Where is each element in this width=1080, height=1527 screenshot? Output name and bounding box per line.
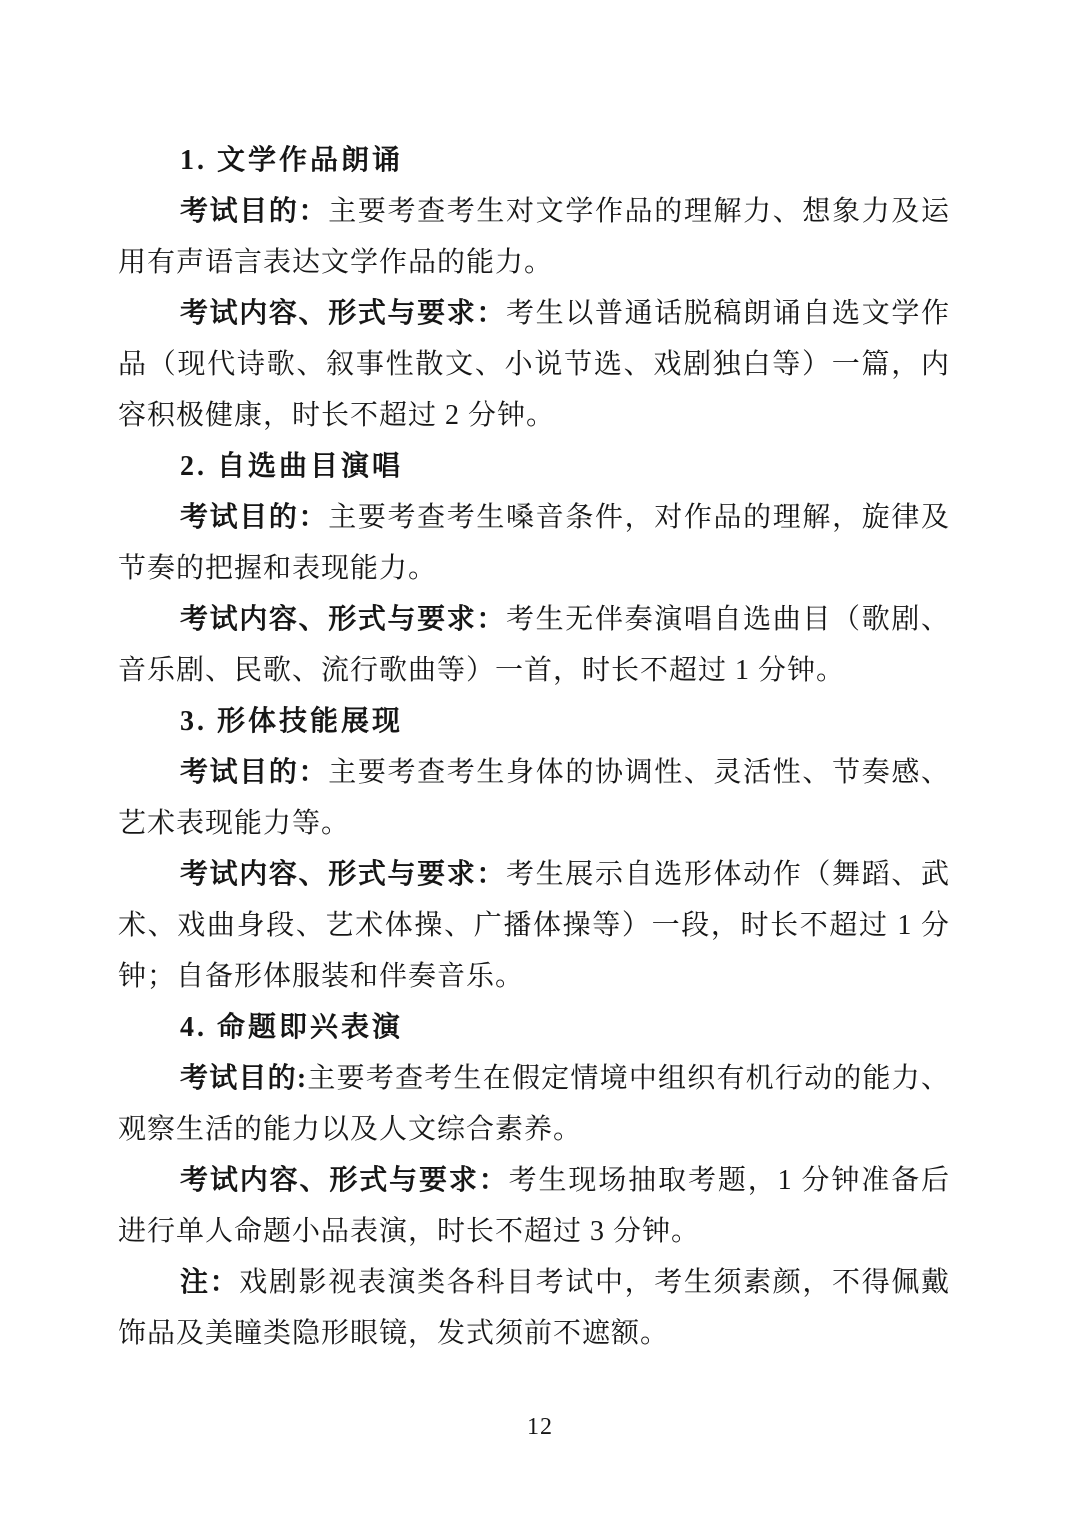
bold-label: 考试目的： (180, 757, 329, 788)
section-2-content-line (118, 645, 950, 696)
text-run: 考生现场抽取考题，1 分钟准备后 (508, 1165, 950, 1196)
bold-label: 考试内容、形式与要求： (180, 859, 507, 890)
section-4-content-line (118, 1206, 950, 1257)
document-body (118, 135, 950, 1359)
text-run: 术、戏曲身段、艺术体操、广播体操等）一段，时长不超过 1 分 (118, 910, 950, 941)
section-3-purpose-line (118, 798, 950, 849)
text-run: 考生以普通话脱稿朗诵自选文学作 (506, 298, 950, 329)
bold-label: 考试内容、形式与要求： (180, 1165, 509, 1196)
section-3-content-line (118, 900, 950, 951)
section-2-heading: 2. 自选曲目演唱 (180, 451, 404, 482)
text-run: 考生无伴奏演唱自选曲目（歌剧、 (506, 604, 950, 635)
text-run: 考生展示自选形体动作（舞蹈、武 (506, 859, 950, 890)
section-3-purpose-line (118, 747, 950, 798)
section-1-content-line (118, 339, 950, 390)
text-run: 主要考查考生身体的协调性、灵活性、节奏感、 (328, 757, 950, 788)
text-run: 主要考查考生嗓音条件，对作品的理解，旋律及 (328, 502, 950, 533)
bold-label: 考试目的： (180, 196, 329, 227)
bold-label: 考试目的： (180, 502, 329, 533)
section-3-content-line (118, 849, 950, 900)
text-run: 钟；自备形体服装和伴奏音乐。 (118, 961, 525, 992)
section-2-content-line (118, 594, 950, 645)
text-run: 饰品及美瞳类隐形眼镜，发式须前不遮额。 (118, 1318, 670, 1349)
text-run: 主要考查考生对文学作品的理解力、想象力及运 (328, 196, 950, 227)
section-1-content-line (118, 390, 950, 441)
section-4-content-line (118, 1155, 950, 1206)
text-run: 品（现代诗歌、叙事性散文、小说节选、戏剧独白等）一篇，内 (118, 349, 950, 380)
section-4-heading: 4. 命题即兴表演 (180, 1012, 404, 1043)
bold-label: 考试目的: (180, 1063, 308, 1094)
section-2-purpose-line (118, 543, 950, 594)
text-run: 艺术表现能力等。 (118, 808, 351, 839)
text-run: 进行单人命题小品表演，时长不超过 3 分钟。 (118, 1216, 701, 1247)
text-run: 用有声语言表达文学作品的能力。 (118, 247, 554, 278)
text-run: 容积极健康，时长不超过 2 分钟。 (118, 400, 556, 431)
section-4-purpose-line (118, 1104, 950, 1155)
bold-label: 注： (180, 1267, 240, 1298)
page-number: 12 (527, 1414, 553, 1440)
section-1-purpose-line (118, 186, 950, 237)
text-run: 观察生活的能力以及人文综合素养。 (118, 1114, 583, 1145)
bold-label: 考试内容、形式与要求： (180, 298, 507, 329)
section-1-heading: 1. 文学作品朗诵 (180, 145, 404, 176)
section-1-purpose-line (118, 237, 950, 288)
section-3-content-line (118, 951, 950, 1002)
text-run: 音乐剧、民歌、流行歌曲等）一首，时长不超过 1 分钟。 (118, 655, 846, 686)
section-1-content-line (118, 288, 950, 339)
section-2-purpose-line (118, 492, 950, 543)
section-3-heading: 3. 形体技能展现 (180, 706, 404, 737)
note-line (118, 1308, 950, 1359)
text-run: 节奏的把握和表现能力。 (118, 553, 438, 584)
text-run: 主要考查考生在假定情境中组织有机行动的能力、 (307, 1063, 950, 1094)
text-run: 戏剧影视表演类各科目考试中，考生须素颜，不得佩戴 (239, 1267, 950, 1298)
section-4-purpose-line (118, 1053, 950, 1104)
note-line (118, 1257, 950, 1308)
bold-label: 考试内容、形式与要求： (180, 604, 507, 635)
